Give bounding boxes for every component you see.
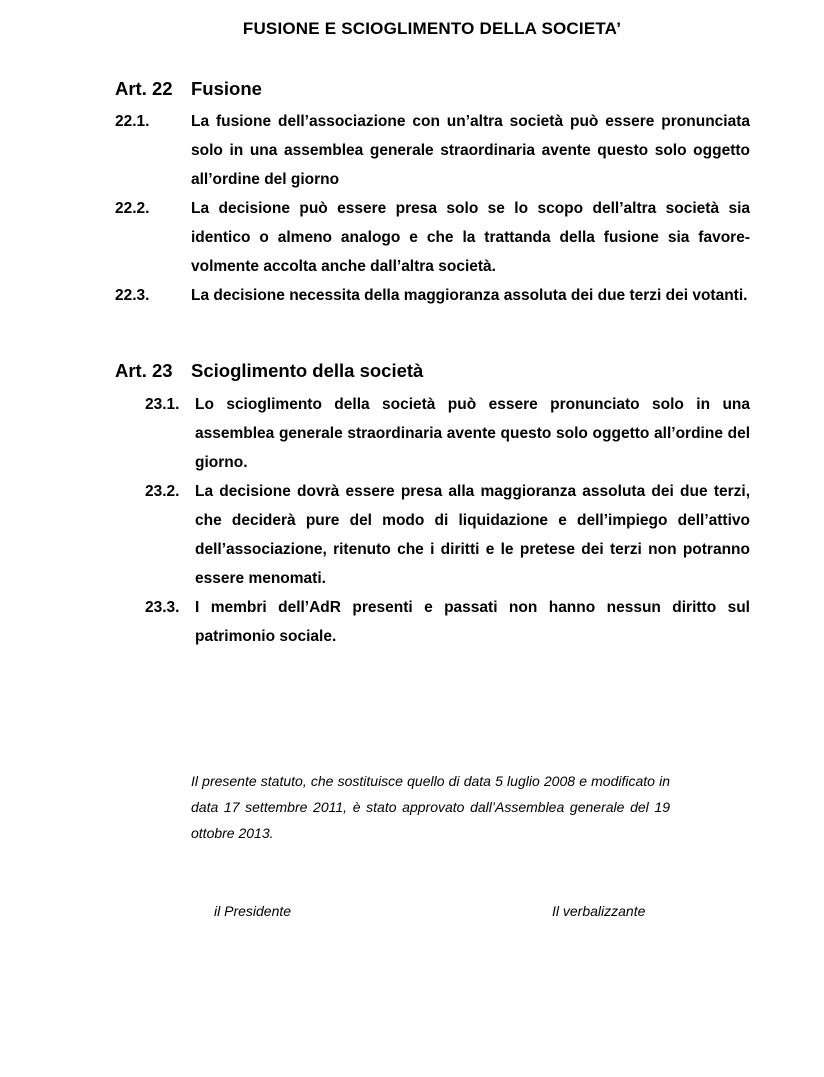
clause-text: La decisione necessita della maggioranza assoluta dei due terzi dei votanti. <box>191 287 748 304</box>
article-number: Art. 23 <box>115 360 173 381</box>
clause-number: 22.2. <box>115 200 150 217</box>
clause-number: 23.1. <box>145 396 180 413</box>
document-title: FUSIONE E SCIOGLIMENTO DELLA SOCIETA’ <box>242 19 622 38</box>
article-23-heading <box>115 360 423 382</box>
clause-text: I membri dell’AdR presenti e passati non hanno nessun diritto sul patrimonio sociale. <box>195 599 750 645</box>
article-title: Fusione <box>191 78 262 99</box>
clause-text: La decisione dovrà essere presa alla maggioranza assoluta dei due terzi, che deciderà pure del modo di liquidazione e dell’impiego dell’attivo dell’associazione, ritenuto che i diritti e le pretese dei terzi non potranno essere menomati. <box>195 483 750 587</box>
clause-number: 23.3. <box>145 599 180 616</box>
article-title: Scioglimento della società <box>191 360 424 381</box>
signature-secretary: Il verbalizzante <box>552 903 646 919</box>
clause-text: La fusione dell’associazione con un’altra società può essere pronunciata solo in una assemblea generale straordinaria avente questo solo oggetto all’ordine del giorno <box>191 113 750 188</box>
clause-text: La decisione può essere presa solo se lo scopo dell’altra società sia identico o almeno analogo e che la trattanda della fusione sia favore-volmente accolta anche dall’altra società. <box>191 200 750 275</box>
clause-number: 22.3. <box>115 287 150 304</box>
article-number: Art. 22 <box>115 78 173 99</box>
signature-president: il Presidente <box>214 903 292 919</box>
clause-number: 22.1. <box>115 113 150 130</box>
article-22-heading <box>115 78 262 100</box>
closing-note: Il presente statuto, che sostituisce quello di data 5 luglio 2008 e modificato in data 17 settembre 2011, è stato approvato dall’Assemblea generale del 19 ottobre 2013. <box>191 773 670 841</box>
clause-text: Lo scioglimento della società può essere pronunciato solo in una assemblea generale straordinaria avente questo solo oggetto all’ordine del giorno. <box>195 396 750 471</box>
clause-number: 23.2. <box>145 483 180 500</box>
